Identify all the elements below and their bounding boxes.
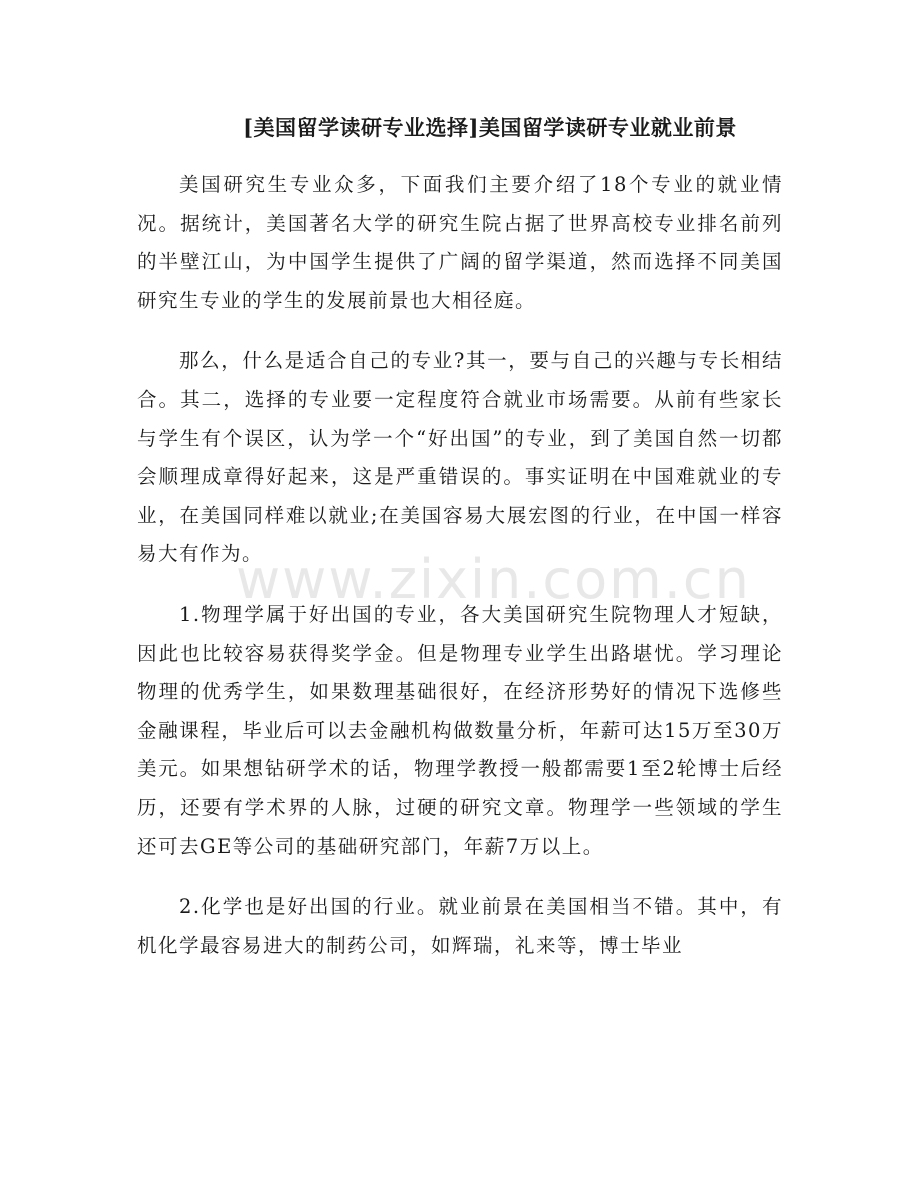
paragraph-intro: 美国研究生专业众多，下面我们主要介绍了18个专业的就业情况。据统计，美国著名大学的研究生院占据了世界高校专业排名前列的半壁江山，为中国学生提供了广阔的留学渠道，然而选择不同美国研究生专业的学生的发展前景也大相径庭。: [137, 173, 783, 312]
document-body: [137, 166, 783, 987]
document-title: [美国留学读研专业选择]美国留学读研专业就业前景: [243, 115, 737, 140]
paragraph-physics: 1.物理学属于好出国的专业，各大美国研究生院物理人才短缺，因此也比较容易获得奖学金。但是物理专业学生出路堪忧。学习理论物理的优秀学生，如果数理基础很好，在经济形势好的情况下选修些金融课程，毕业后可以去金融机构做数量分析，年薪可达15万至30万美元。如果想钻研学术的话，物理学教授一般都需要1至2轮博士后经历，还要有学术界的人脉，过硬的研究文章。物理学一些领域的学生还可去GE等公司的基础研究部门，年薪7万以上。: [137, 602, 783, 858]
watermark: www.zixin.com.cn: [236, 548, 751, 611]
paragraph-chemistry: 2.化学也是好出国的行业。就业前景在美国相当不错。其中，有机化学最容易进大的制药公司，如辉瑞，礼来等，博士毕业: [137, 895, 783, 957]
paragraph-choosing-major: 那么，什么是适合自己的专业?其一，要与自己的兴趣与专长相结合。其二，选择的专业要一定程度符合就业市场需要。从前有些家长与学生有个误区，认为学一个“好出国”的专业，到了美国自然一切都会顺理成章得好起来，这是严重错误的。事实证明在中国难就业的专业，在美国同样难以就业;在美国容易大展宏图的行业，在中国一样容易大有作为。: [137, 349, 783, 566]
